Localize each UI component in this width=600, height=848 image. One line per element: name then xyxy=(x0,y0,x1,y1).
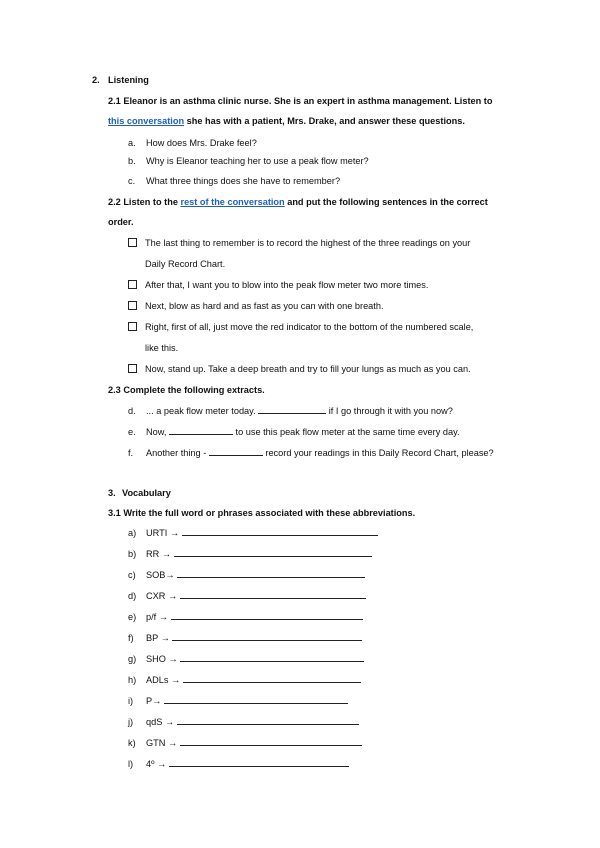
q21-item-b-letter: b. xyxy=(128,156,136,166)
q23-item-e-before: Now, xyxy=(146,427,169,437)
order-checkbox-2[interactable] xyxy=(128,280,137,289)
q22-suffix: and put the following sentences in the correct xyxy=(284,197,488,207)
abbr-i-label: P→ xyxy=(146,696,162,706)
q21-item-c-letter: c. xyxy=(128,176,136,186)
abbr-f-row xyxy=(146,632,362,644)
abbr-d-letter: d) xyxy=(128,591,137,601)
section-2-title: Listening xyxy=(108,75,149,85)
abbr-l-letter: l) xyxy=(128,759,134,769)
abbr-l-row xyxy=(146,758,349,770)
order-checkbox-1[interactable] xyxy=(128,238,137,247)
q21-line2-rest: she has with a patient, Mrs. Drake, and answer these questions. xyxy=(184,116,465,126)
order-checkbox-3[interactable] xyxy=(128,301,137,310)
order-sentence-4-l1: Right, first of all, just move the red indicator to the bottom of the numbered scale, xyxy=(145,322,474,332)
q23-item-f-before: Another thing - xyxy=(146,448,209,458)
q23-item-d-after: if I go through it with you now? xyxy=(326,406,453,416)
q23-item-d xyxy=(146,405,453,417)
this-conversation-link[interactable]: this conversation xyxy=(108,116,185,126)
q23-item-f xyxy=(146,447,494,459)
abbr-d-row xyxy=(146,590,366,602)
q23-item-f-after: record your readings in this Daily Record Chart, please? xyxy=(262,448,494,458)
abbr-e-letter: e) xyxy=(128,612,137,622)
abbr-c-label: SOB→ xyxy=(146,570,175,580)
q22-prefix: 2.2 Listen to the xyxy=(108,197,181,207)
order-sentence-1-l2: Daily Record Chart. xyxy=(145,259,226,269)
abbr-e-row xyxy=(146,611,363,623)
abbr-c-row xyxy=(146,569,365,581)
abbr-i-row xyxy=(146,695,348,707)
order-sentence-5: Now, stand up. Take a deep breath and try to fill your lungs as much as you can. xyxy=(145,364,471,374)
abbr-a-row xyxy=(146,527,378,539)
abbr-d-label: CXR → xyxy=(146,591,178,601)
abbr-i-answer-line[interactable] xyxy=(164,695,348,704)
order-checkbox-4[interactable] xyxy=(128,322,137,331)
abbr-g-letter: g) xyxy=(128,654,137,664)
abbr-l-answer-line[interactable] xyxy=(169,758,349,767)
order-sentence-2: After that, I want you to blow into the peak flow meter two more times. xyxy=(145,280,429,290)
abbr-a-label: URTI → xyxy=(146,528,180,538)
answer-blank-f[interactable] xyxy=(209,447,263,456)
abbr-k-letter: k) xyxy=(128,738,136,748)
abbr-a-letter: a) xyxy=(128,528,137,538)
q23-item-f-letter: f. xyxy=(128,448,134,458)
abbr-e-answer-line[interactable] xyxy=(171,611,363,620)
abbr-f-answer-line[interactable] xyxy=(172,632,362,641)
abbr-h-row xyxy=(146,674,361,686)
abbr-b-row xyxy=(146,548,372,560)
abbr-a-answer-line[interactable] xyxy=(182,527,378,536)
abbr-g-row xyxy=(146,653,364,665)
q22-line2: order. xyxy=(108,217,134,227)
rest-of-conversation-link[interactable]: rest of the conversation xyxy=(180,197,285,207)
order-sentence-3: Next, blow as hard and as fast as you can with one breath. xyxy=(145,301,384,311)
q23-item-e xyxy=(146,426,460,438)
abbr-b-letter: b) xyxy=(128,549,137,559)
abbr-h-answer-line[interactable] xyxy=(183,674,361,683)
abbr-h-label: ADLs → xyxy=(146,675,181,685)
abbr-k-label: GTN → xyxy=(146,738,178,748)
abbr-g-answer-line[interactable] xyxy=(180,653,364,662)
abbr-j-letter: j) xyxy=(128,717,134,727)
q23-item-d-letter: d. xyxy=(128,406,136,416)
abbr-j-label: qdS → xyxy=(146,717,175,727)
abbr-d-answer-line[interactable] xyxy=(180,590,366,599)
order-sentence-4-l2: like this. xyxy=(145,343,179,353)
q21-item-a-text: How does Mrs. Drake feel? xyxy=(146,138,257,148)
abbr-f-letter: f) xyxy=(128,633,134,643)
q23-item-d-before: ... a peak flow meter today. xyxy=(146,406,259,416)
q23-title: 2.3 Complete the following extracts. xyxy=(108,385,265,395)
q31-title: 3.1 Write the full word or phrases associated with these abbreviations. xyxy=(108,508,416,518)
abbr-j-answer-line[interactable] xyxy=(177,716,359,725)
abbr-k-row xyxy=(146,737,362,749)
abbr-f-label: BP → xyxy=(146,633,170,643)
q21-line2 xyxy=(108,115,465,127)
q21-item-a-letter: a. xyxy=(128,138,136,148)
abbr-c-letter: c) xyxy=(128,570,136,580)
q21-item-c-text: What three things does she have to remember? xyxy=(146,176,341,186)
order-checkbox-5[interactable] xyxy=(128,364,137,373)
section-2-number: 2. xyxy=(92,75,100,85)
abbr-h-letter: h) xyxy=(128,675,137,685)
abbr-b-label: RR → xyxy=(146,549,172,559)
answer-blank-e[interactable] xyxy=(169,426,233,435)
q23-item-e-letter: e. xyxy=(128,427,136,437)
q23-item-e-after: to use this peak flow meter at the same time every day. xyxy=(232,427,460,437)
q22-line1 xyxy=(108,196,488,208)
abbr-b-answer-line[interactable] xyxy=(174,548,372,557)
section-3-number: 3. xyxy=(108,488,116,498)
abbr-k-answer-line[interactable] xyxy=(180,737,362,746)
q21-line1: 2.1 Eleanor is an asthma clinic nurse. She is an expert in asthma management. Listen to xyxy=(108,96,493,106)
section-3-title: Vocabulary xyxy=(122,488,171,498)
order-sentence-1-l1: The last thing to remember is to record the highest of the three readings on your xyxy=(145,238,471,248)
abbr-j-row xyxy=(146,716,359,728)
answer-blank-d[interactable] xyxy=(258,405,326,414)
abbr-g-label: SHO → xyxy=(146,654,178,664)
abbr-l-label: 4º → xyxy=(146,759,167,769)
abbr-i-letter: i) xyxy=(128,696,134,706)
abbr-c-answer-line[interactable] xyxy=(177,569,365,578)
q21-item-b-text: Why is Eleanor teaching her to use a peak flow meter? xyxy=(146,156,369,166)
abbr-e-label: p/f → xyxy=(146,612,168,622)
